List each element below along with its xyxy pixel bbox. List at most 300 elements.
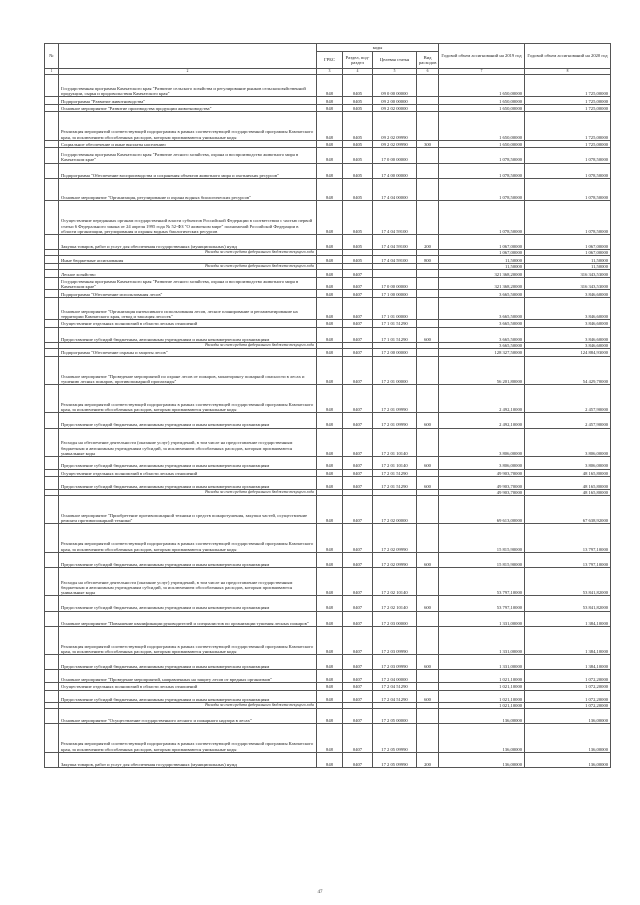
table-row xyxy=(45,752,611,767)
row-target-cell: 17 2 01 51290 xyxy=(373,477,417,490)
row-2019-cell: 1 650,00000 xyxy=(439,75,525,97)
index-cell: 8 xyxy=(525,69,611,75)
row-type-cell xyxy=(417,356,439,384)
row-type-cell xyxy=(417,297,439,319)
row-2019-cell: 1 331,00000 xyxy=(439,655,525,670)
row-2019-cell: 49 903,70000 xyxy=(439,477,525,490)
table-row xyxy=(45,148,611,163)
row-2019-cell: 69 613,00000 xyxy=(439,496,525,524)
row-2019-cell: 321 368,20000 xyxy=(439,277,525,290)
row-2019-cell: 56 201,80000 xyxy=(439,356,525,384)
row-name-cell: Основное мероприятие "Организация интенсивного использования лесов, лесное планирование и регламентирование на территории Камчатского края, отвод и таксация лесосек" xyxy=(59,297,317,319)
row-2019-cell: 53 797,10000 xyxy=(439,567,525,595)
row-2020-cell: 11,50000 xyxy=(525,256,611,264)
row-section-cell: 0407 xyxy=(343,297,373,319)
table-row xyxy=(45,163,611,178)
row-grbs-cell: 848 xyxy=(317,356,343,384)
row-grbs-cell: 848 xyxy=(317,112,343,140)
row-section-cell: 0407 xyxy=(343,413,373,428)
row-type-cell xyxy=(417,567,439,595)
table-row xyxy=(45,270,611,278)
row-2020-cell: 1 072,20000 xyxy=(525,670,611,683)
row-grbs-cell: 848 xyxy=(317,290,343,298)
table-row xyxy=(45,200,611,234)
row-2020-cell: 3 846,60000 xyxy=(525,297,611,319)
row-target-cell: 17 4 00 00000 xyxy=(373,163,417,178)
row-name-cell: Основное мероприятие "Проведение мероприятий по охране лесов от пожаров, мониторингу пожарной опасности в лесах и тушению лесных пожаров, противопожарной пропаганды" xyxy=(59,356,317,384)
index-cell: 6 xyxy=(417,69,439,75)
row-2020-cell: 1 067,00000 xyxy=(525,250,611,256)
row-2020-cell: 53 841,82000 xyxy=(525,596,611,611)
index-cell: 5 xyxy=(373,69,417,75)
row-grbs-cell: 848 xyxy=(317,297,343,319)
row-section-cell: 0405 xyxy=(343,163,373,178)
row-num-cell xyxy=(45,256,59,264)
row-target-cell: 17 2 01 09990 xyxy=(373,413,417,428)
header-target: Целевая статья xyxy=(373,52,417,69)
row-section-cell: 0405 xyxy=(343,234,373,249)
row-2020-cell: 48 165,80000 xyxy=(525,469,611,477)
header-section: Раздел, под-раздел xyxy=(343,52,373,69)
row-name-cell: Предоставление субсидий бюджетным, автономным учреждениям и иным некоммерческим организациям xyxy=(59,413,317,428)
row-2020-cell: 1 725,00000 xyxy=(525,75,611,97)
row-name-cell: Государственная программа Камчатского края "Развитие лесного хозяйства, охрана и воспроизводство животного мира в Камчатском крае" xyxy=(59,277,317,290)
row-section-cell: 0407 xyxy=(343,496,373,524)
row-target-cell: 17 2 05 09990 xyxy=(373,752,417,767)
row-name-cell: Подпрограмма "Обеспечение использования лесов" xyxy=(59,290,317,298)
row-section-cell: 0407 xyxy=(343,290,373,298)
row-2020-cell: 1 078,50000 xyxy=(525,178,611,200)
row-2020-cell: 1 078,50000 xyxy=(525,148,611,163)
table-row xyxy=(45,75,611,97)
row-target-cell: 17 2 02 10140 xyxy=(373,596,417,611)
row-num-cell xyxy=(45,655,59,670)
row-2020-cell: 136,00000 xyxy=(525,752,611,767)
row-2020-cell: 1 078,50000 xyxy=(525,163,611,178)
row-grbs-cell: 848 xyxy=(317,349,343,357)
row-2019-cell: 3 665,50000 xyxy=(439,342,525,348)
row-section-cell: 0407 xyxy=(343,709,373,724)
row-section-cell: 0407 xyxy=(343,567,373,595)
row-name-cell: Расходы за счет средств федерального бюджета текущего года xyxy=(59,489,317,495)
row-grbs-cell: 848 xyxy=(317,163,343,178)
row-num-cell xyxy=(45,477,59,490)
row-target-cell: 17 0 00 00000 xyxy=(373,148,417,163)
row-section-cell: 0407 xyxy=(343,356,373,384)
row-2019-cell: 2 492,10000 xyxy=(439,385,525,413)
row-2020-cell: 3 846,60000 xyxy=(525,320,611,328)
row-grbs-cell: 848 xyxy=(317,428,343,456)
row-2019-cell: 3 806,00000 xyxy=(439,457,525,470)
row-num-cell xyxy=(45,724,59,752)
table-row xyxy=(45,626,611,654)
row-2019-cell: 136,00000 xyxy=(439,709,525,724)
row-type-cell xyxy=(417,290,439,298)
row-grbs-cell: 848 xyxy=(317,457,343,470)
row-type-cell xyxy=(417,385,439,413)
table-row xyxy=(45,349,611,357)
row-num-cell xyxy=(45,626,59,654)
row-section-cell: 0407 xyxy=(343,385,373,413)
row-type-cell: 600 xyxy=(417,690,439,703)
row-name-cell: Иные бюджетные ассигнования xyxy=(59,256,317,264)
header-type: Вид расходов xyxy=(417,52,439,69)
row-grbs-cell: 848 xyxy=(317,567,343,595)
row-section-cell: 0407 xyxy=(343,428,373,456)
row-2020-cell: 1 067,00000 xyxy=(525,234,611,249)
row-grbs-cell: 848 xyxy=(317,200,343,234)
table-row xyxy=(45,385,611,413)
row-type-cell: 600 xyxy=(417,596,439,611)
row-name-cell: Основное мероприятие "Проведение мероприятий, направленных на защиту лесов от вредных организмов" xyxy=(59,670,317,683)
row-grbs-cell: 848 xyxy=(317,104,343,112)
table-row xyxy=(45,140,611,148)
row-num-cell xyxy=(45,496,59,524)
row-2020-cell: 1 384,10000 xyxy=(525,626,611,654)
row-2020-cell: 1 725,00000 xyxy=(525,97,611,105)
row-num-cell xyxy=(45,234,59,249)
row-type-cell: 800 xyxy=(417,256,439,264)
row-grbs-cell: 848 xyxy=(317,682,343,690)
row-section-cell: 0407 xyxy=(343,655,373,670)
row-2020-cell: 3 806,00000 xyxy=(525,457,611,470)
row-num-cell xyxy=(45,97,59,105)
table-row xyxy=(45,496,611,524)
row-grbs-cell: 848 xyxy=(317,178,343,200)
row-section-cell: 0407 xyxy=(343,477,373,490)
row-section-cell: 0407 xyxy=(343,320,373,328)
row-type-cell xyxy=(417,163,439,178)
row-name-cell: Социальное обеспечение и иные выплаты населению xyxy=(59,140,317,148)
row-num-cell xyxy=(45,112,59,140)
row-num-cell xyxy=(45,428,59,456)
row-name-cell: Основное мероприятие "Осуществление государственного лесного и пожарного надзора в лесах" xyxy=(59,709,317,724)
row-grbs-cell: 848 xyxy=(317,477,343,490)
row-section-cell: 0407 xyxy=(343,670,373,683)
row-2019-cell: 1 078,50000 xyxy=(439,148,525,163)
row-2020-cell: 48 165,80000 xyxy=(525,477,611,490)
table-row xyxy=(45,178,611,200)
row-2019-cell: 128 327,50000 xyxy=(439,349,525,357)
row-section-cell: 0407 xyxy=(343,724,373,752)
table-row xyxy=(45,327,611,342)
row-num-cell xyxy=(45,457,59,470)
row-2020-cell: 1 725,00000 xyxy=(525,140,611,148)
row-target-cell: 17 2 01 10140 xyxy=(373,457,417,470)
row-2019-cell: 136,00000 xyxy=(439,752,525,767)
row-grbs-cell: 848 xyxy=(317,524,343,552)
row-name-cell: Осуществление отдельных полномочий в области лесных отношений xyxy=(59,469,317,477)
row-name-cell: Предоставление субсидий бюджетным, автономным учреждениям и иным некоммерческим организациям xyxy=(59,552,317,567)
header-codes: коды xyxy=(317,44,439,52)
row-target-cell: 17 1 01 51290 xyxy=(373,320,417,328)
row-name-cell: Расходы за счет средств федерального бюджета текущего года xyxy=(59,263,317,269)
table-row xyxy=(45,524,611,552)
row-name-cell: Расходы за счет средств федерального бюджета текущего года xyxy=(59,250,317,256)
row-type-cell: 600 xyxy=(417,655,439,670)
row-name-cell: Основное мероприятие "Повышение квалификации руководителей и специалистов по организации тушения лесных пожаров" xyxy=(59,611,317,626)
table-row xyxy=(45,234,611,249)
row-2020-cell: 316 343,53000 xyxy=(525,277,611,290)
row-2020-cell: 3 846,60000 xyxy=(525,342,611,348)
row-2019-cell: 3 665,50000 xyxy=(439,327,525,342)
table-row xyxy=(45,104,611,112)
row-2019-cell: 1 021,10000 xyxy=(439,682,525,690)
row-2019-cell: 1 650,00000 xyxy=(439,97,525,105)
row-2020-cell: 316 343,53000 xyxy=(525,270,611,278)
row-name-cell: Закупка товаров, работ и услуг для обеспечения государственных (муниципальных) нужд xyxy=(59,752,317,767)
row-grbs-cell: 848 xyxy=(317,626,343,654)
row-target-cell: 17 2 03 09990 xyxy=(373,626,417,654)
row-grbs-cell: 848 xyxy=(317,655,343,670)
row-section-cell: 0405 xyxy=(343,97,373,105)
row-num-cell xyxy=(45,356,59,384)
row-num-cell xyxy=(45,385,59,413)
row-section-cell: 0407 xyxy=(343,682,373,690)
row-type-cell xyxy=(417,200,439,234)
table-row xyxy=(45,469,611,477)
row-type-cell xyxy=(417,626,439,654)
row-2020-cell: 1 725,00000 xyxy=(525,112,611,140)
row-type-cell: 600 xyxy=(417,413,439,428)
row-num-cell xyxy=(45,709,59,724)
row-grbs-cell: 848 xyxy=(317,75,343,97)
row-section-cell: 0407 xyxy=(343,457,373,470)
row-target-cell: 17 2 04 00000 xyxy=(373,670,417,683)
row-target-cell: 09 2 02 09990 xyxy=(373,112,417,140)
table-row xyxy=(45,428,611,456)
row-grbs-cell: 848 xyxy=(317,752,343,767)
row-grbs-cell: 848 xyxy=(317,327,343,342)
row-num-cell xyxy=(45,596,59,611)
row-2019-cell: 3 665,50000 xyxy=(439,290,525,298)
table-row xyxy=(45,682,611,690)
row-section-cell: 0405 xyxy=(343,148,373,163)
row-type-cell xyxy=(417,709,439,724)
row-name-cell: Реализация мероприятий соответствующей подпрограммы в рамках соответствующей государственной программы Камчатского края, за исключением обособленных расходов, которым присваиваются уникальные коды xyxy=(59,626,317,654)
table-row xyxy=(45,552,611,567)
header-num: № xyxy=(45,44,59,69)
header-name xyxy=(59,44,317,69)
table-row xyxy=(45,457,611,470)
row-num-cell xyxy=(45,297,59,319)
row-type-cell xyxy=(417,524,439,552)
row-2020-cell: 1 078,50000 xyxy=(525,200,611,234)
row-type-cell: 600 xyxy=(417,457,439,470)
row-2020-cell: 3 806,00000 xyxy=(525,428,611,456)
row-name-cell: Основное мероприятие "Приобретение противопожарной техники и средств пожаротушения, закупки частей, осуществление ремонта противопожарной техники" xyxy=(59,496,317,524)
row-num-cell xyxy=(45,104,59,112)
header-2019: Годовой объем ассигнований на 2019 год xyxy=(439,44,525,69)
row-grbs-cell: 848 xyxy=(317,611,343,626)
row-target-cell: 17 2 02 09990 xyxy=(373,524,417,552)
row-2020-cell: 13 797,10000 xyxy=(525,552,611,567)
row-num-cell xyxy=(45,200,59,234)
row-target-cell: 17 2 04 51290 xyxy=(373,682,417,690)
row-target-cell: 17 1 01 00000 xyxy=(373,297,417,319)
row-name-cell: Осуществление отдельных полномочий в области лесных отношений xyxy=(59,320,317,328)
row-num-cell xyxy=(45,567,59,595)
row-section-cell: 0407 xyxy=(343,611,373,626)
table-row xyxy=(45,256,611,264)
row-section-cell: 0407 xyxy=(343,469,373,477)
table-row xyxy=(45,297,611,319)
row-grbs-cell: 848 xyxy=(317,413,343,428)
row-section-cell: 0407 xyxy=(343,270,373,278)
row-target-cell: 17 4 04 59100 xyxy=(373,234,417,249)
row-type-cell xyxy=(417,724,439,752)
row-type-cell xyxy=(417,148,439,163)
table-row xyxy=(45,413,611,428)
row-num-cell xyxy=(45,469,59,477)
row-name-cell: Расходы за счет средств федерального бюджета текущего года xyxy=(59,703,317,709)
row-2019-cell: 1 331,00000 xyxy=(439,611,525,626)
index-cell: 2 xyxy=(59,69,317,75)
row-target-cell: 17 1 00 00000 xyxy=(373,290,417,298)
row-target-cell: 17 4 04 59100 xyxy=(373,200,417,234)
row-target-cell: 17 2 01 51290 xyxy=(373,469,417,477)
row-2019-cell: 15 815,90000 xyxy=(439,552,525,567)
row-num-cell xyxy=(45,140,59,148)
table-body xyxy=(45,75,611,768)
row-name-cell: Предоставление субсидий бюджетным, автономным учреждениям и иным некоммерческим организациям xyxy=(59,596,317,611)
row-2019-cell: 11,50000 xyxy=(439,263,525,269)
row-2020-cell: 124 884,93000 xyxy=(525,349,611,357)
row-name-cell: Реализация мероприятий соответствующей подпрограммы в рамках соответствующей государственной программы Камчатского края, за исключением обособленных расходов, которым присваиваются уникальные коды xyxy=(59,524,317,552)
row-name-cell: Государственная программа Камчатского края "Развитие сельского хозяйства и регулирование рынков сельскохозяйственной продукции, сырья и продовольствия Камчатского края" xyxy=(59,75,317,97)
row-grbs-cell: 848 xyxy=(317,469,343,477)
row-2019-cell: 11,50000 xyxy=(439,256,525,264)
table-row xyxy=(45,112,611,140)
row-type-cell xyxy=(417,104,439,112)
row-grbs-cell: 848 xyxy=(317,277,343,290)
index-cell: 1 xyxy=(45,69,59,75)
row-type-cell: 200 xyxy=(417,234,439,249)
row-grbs-cell: 848 xyxy=(317,724,343,752)
row-name-cell: Предоставление субсидий бюджетным, автономным учреждениям и иным некоммерческим организациям xyxy=(59,655,317,670)
table-row xyxy=(45,320,611,328)
table-row xyxy=(45,290,611,298)
row-2019-cell: 3 665,50000 xyxy=(439,320,525,328)
row-num-cell xyxy=(45,270,59,278)
table-row xyxy=(45,724,611,752)
row-2020-cell: 1 384,10000 xyxy=(525,655,611,670)
row-type-cell: 200 xyxy=(417,752,439,767)
page-number: 47 xyxy=(317,890,323,895)
row-target-cell: 17 2 00 00000 xyxy=(373,349,417,357)
row-2019-cell: 1 650,00000 xyxy=(439,112,525,140)
row-name-cell: Предоставление субсидий бюджетным, автономным учреждениям и иным некоммерческим организациям xyxy=(59,327,317,342)
row-2019-cell: 3 665,50000 xyxy=(439,297,525,319)
row-num-cell xyxy=(45,290,59,298)
row-grbs-cell: 848 xyxy=(317,670,343,683)
table-row xyxy=(45,567,611,595)
row-grbs-cell: 848 xyxy=(317,256,343,264)
row-name-cell: Расходы на обеспечение деятельности (оказание услуг) учреждений, в том числе на предоставление государственным бюджетным и автономным учреждениям субсидий, за исключением обособленных расходов, которым присваиваются уникальные коды xyxy=(59,428,317,456)
row-name-cell: Реализация мероприятий соответствующей подпрограммы в рамках соответствующей государственной программы Камчатского края, за исключением обособленных расходов, которым присваиваются уникальные коды xyxy=(59,112,317,140)
table-row xyxy=(45,709,611,724)
row-2019-cell: 1 021,10000 xyxy=(439,690,525,703)
table-row xyxy=(45,670,611,683)
row-grbs-cell: 848 xyxy=(317,234,343,249)
row-2019-cell: 321 368,20000 xyxy=(439,270,525,278)
row-num-cell xyxy=(45,163,59,178)
row-type-cell xyxy=(417,611,439,626)
row-2020-cell: 54 429,70000 xyxy=(525,356,611,384)
row-section-cell: 0405 xyxy=(343,256,373,264)
row-section-cell: 0405 xyxy=(343,112,373,140)
row-grbs-cell: 848 xyxy=(317,97,343,105)
row-target-cell: 17 4 04 59100 xyxy=(373,256,417,264)
row-name-cell: Государственная программа Камчатского края "Развитие лесного хозяйства, охрана и воспроизводство животного мира в Камчатском крае" xyxy=(59,148,317,163)
row-target-cell: 09 2 02 09990 xyxy=(373,140,417,148)
row-type-cell xyxy=(417,496,439,524)
row-name-cell: Реализация мероприятий соответствующей подпрограммы в рамках соответствующей государственной программы Камчатского края, за исключением обособленных расходов, которым присваиваются уникальные коды xyxy=(59,385,317,413)
row-name-cell: Закупка товаров, работ и услуг для обеспечения государственных (муниципальных) нужд xyxy=(59,234,317,249)
row-2019-cell: 49 903,70000 xyxy=(439,469,525,477)
row-target-cell: 17 2 01 09990 xyxy=(373,385,417,413)
row-target-cell: 17 2 05 09990 xyxy=(373,724,417,752)
row-name-cell: Расходы за счет средств федерального бюджета текущего года xyxy=(59,342,317,348)
row-2020-cell: 3 846,60000 xyxy=(525,290,611,298)
row-target-cell: 17 2 04 51290 xyxy=(373,690,417,703)
row-grbs-cell: 848 xyxy=(317,385,343,413)
row-type-cell: 600 xyxy=(417,552,439,567)
row-grbs-cell: 848 xyxy=(317,690,343,703)
table-row xyxy=(45,477,611,490)
row-target-cell: 17 2 02 00000 xyxy=(373,496,417,524)
row-target-cell: 17 4 04 00000 xyxy=(373,178,417,200)
row-name-cell: Подпрограмма "Развитие животноводства" xyxy=(59,97,317,105)
row-target-cell: 09 0 00 00000 xyxy=(373,75,417,97)
row-num-cell xyxy=(45,670,59,683)
row-type-cell: 300 xyxy=(417,140,439,148)
row-2020-cell: 3 846,60000 xyxy=(525,327,611,342)
row-2019-cell: 1 078,50000 xyxy=(439,163,525,178)
row-2019-cell: 1 021,10000 xyxy=(439,703,525,709)
row-grbs-cell: 848 xyxy=(317,270,343,278)
row-2020-cell: 67 638,92000 xyxy=(525,496,611,524)
row-2020-cell: 11,50000 xyxy=(525,263,611,269)
row-num-cell xyxy=(45,320,59,328)
row-2019-cell: 1 067,00000 xyxy=(439,250,525,256)
row-name-cell: Предоставление субсидий бюджетным, автономным учреждениям и иным некоммерческим организациям xyxy=(59,477,317,490)
budget-table xyxy=(44,43,611,768)
row-num-cell xyxy=(45,552,59,567)
row-grbs-cell: 848 xyxy=(317,552,343,567)
row-type-cell xyxy=(417,75,439,97)
row-name-cell: Основное мероприятие "Организация, регулирование и охрана водных биологических ресурсов" xyxy=(59,178,317,200)
row-section-cell: 0405 xyxy=(343,75,373,97)
row-type-cell xyxy=(417,97,439,105)
row-target-cell: 09 2 00 00000 xyxy=(373,97,417,105)
row-2020-cell: 1 384,10000 xyxy=(525,611,611,626)
row-grbs-cell: 848 xyxy=(317,320,343,328)
row-section-cell: 0405 xyxy=(343,200,373,234)
row-2019-cell: 53 797,10000 xyxy=(439,596,525,611)
row-type-cell xyxy=(417,428,439,456)
row-2020-cell: 2 457,90000 xyxy=(525,385,611,413)
row-num-cell xyxy=(45,682,59,690)
row-target-cell: 09 2 02 00000 xyxy=(373,104,417,112)
row-name-cell: Подпрограмма "Обеспечение воспроизводства и сохранения объектов животного мира и охотничьих ресурсов" xyxy=(59,163,317,178)
row-section-cell: 0407 xyxy=(343,524,373,552)
row-2020-cell: 2 457,90000 xyxy=(525,413,611,428)
index-cell: 4 xyxy=(343,69,373,75)
row-target-cell: 17 2 01 10140 xyxy=(373,428,417,456)
row-2020-cell: 1 072,20000 xyxy=(525,690,611,703)
row-target-cell: 17 0 00 00000 xyxy=(373,277,417,290)
